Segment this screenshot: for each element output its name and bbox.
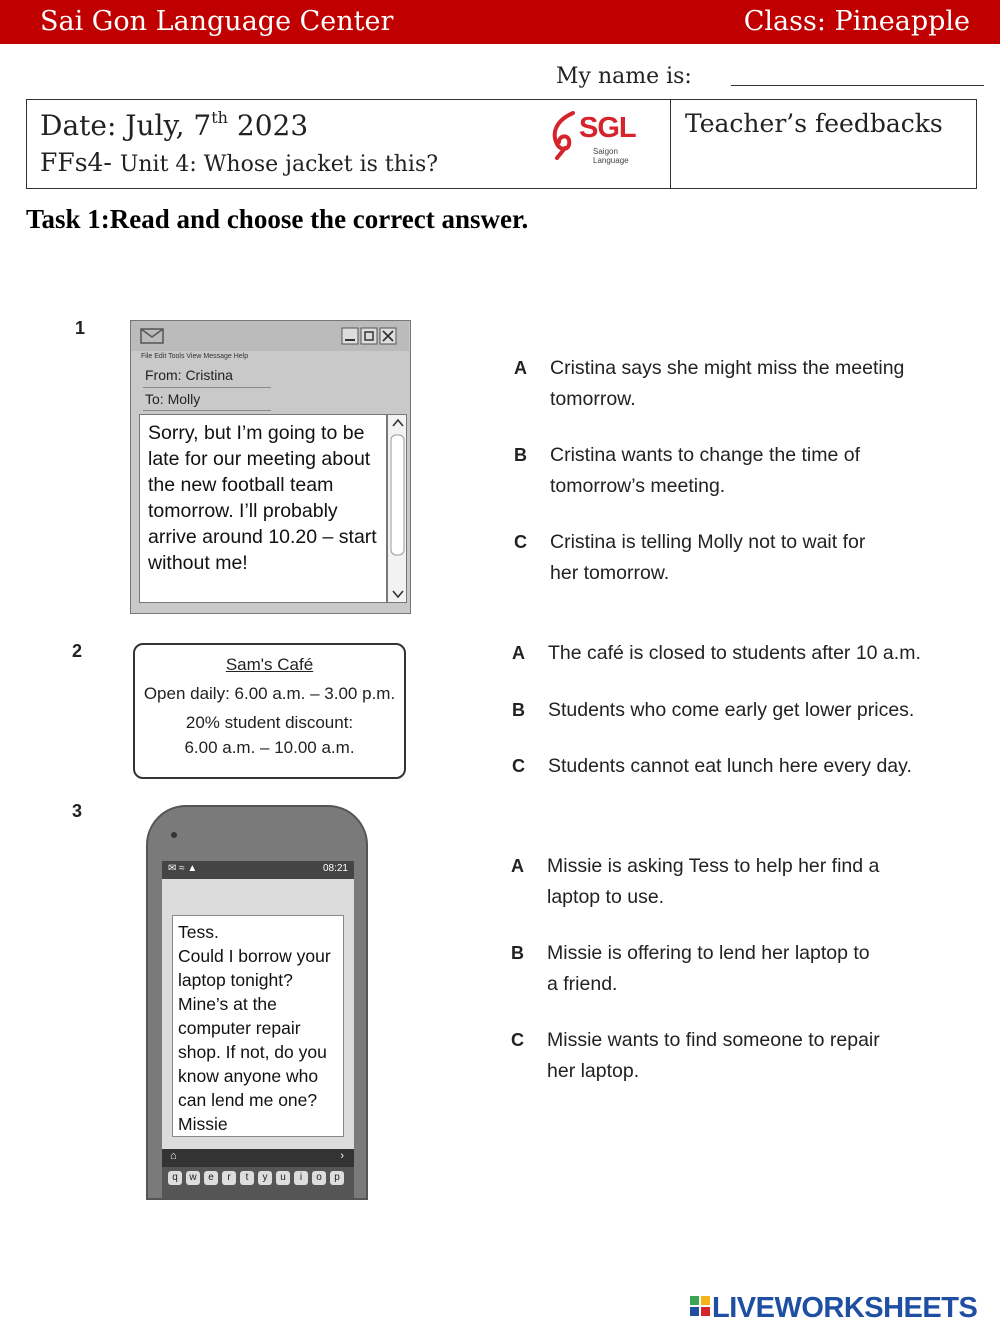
phone-time: 08:21 — [322, 863, 348, 874]
window-controls-icon — [131, 321, 409, 351]
sms-message: Tess. Could I borrow your laptop tonight? Mine’s at the computer repair shop. If not, do you know anyone who can lend me one? Missie — [178, 922, 331, 1134]
header-bar — [0, 0, 1000, 44]
liveworksheets-brand: LIVEWORKSHEETS — [712, 1292, 978, 1324]
email-menu: File Edit Tools View Message Help — [141, 353, 249, 360]
school-name: Sai Gon Language Center — [40, 6, 394, 37]
divider — [670, 100, 671, 188]
question-number: 2 — [72, 641, 83, 661]
status-icons: ✉ ≈ ▲ — [168, 863, 198, 874]
next-icon: › — [340, 1150, 344, 1162]
phone-status-bar — [162, 861, 354, 879]
phone — [146, 805, 368, 1200]
phone-screen — [162, 879, 354, 1149]
question-number: 1 — [75, 318, 86, 338]
email-to: To: Molly — [145, 391, 201, 407]
email-window — [130, 320, 411, 614]
email-from: From: Cristina — [145, 367, 233, 383]
sms-box — [172, 915, 344, 1137]
liveworksheets-icon — [690, 1296, 712, 1324]
name-label: My name is: — [556, 64, 692, 89]
unit-title: FFs4- Unit 4: Whose jacket is this? — [40, 148, 439, 177]
cafe-sign — [133, 643, 406, 779]
sgl-logo: SGL Saigon Language — [547, 110, 647, 162]
teacher-feedback-label: Teacher’s feedbacks — [685, 109, 943, 138]
info-box — [26, 99, 977, 189]
email-scrollbar[interactable] — [387, 414, 407, 603]
name-input-line[interactable] — [731, 85, 984, 86]
phone-speaker-icon — [148, 807, 368, 861]
scroll-arrows-icon — [388, 415, 408, 602]
cafe-discount-hours: 6.00 a.m. – 10.00 a.m. — [184, 738, 355, 757]
email-message: Sorry, but I’m going to be late for our meeting about the new football team tomorrow. I’ll probably arrive around 10.20 – start without me! — [148, 422, 377, 574]
sgl-logo-icon — [547, 110, 581, 160]
cafe-name: Sam's Café — [225, 655, 314, 674]
home-icon: ⌂ — [170, 1150, 177, 1162]
cafe-discount: 20% student discount: — [185, 713, 354, 732]
phone-keyboard: q w e r t y u i o p — [162, 1167, 354, 1200]
task-title: Task 1:Read and choose the correct answer. — [26, 204, 529, 234]
class-label: Class: Pineapple — [743, 6, 970, 37]
email-body — [139, 414, 387, 603]
date: Date: July, 7th 2023 — [40, 108, 309, 142]
question-number: 3 — [72, 801, 83, 821]
phone-nav-bar — [162, 1149, 354, 1167]
email-titlebar — [131, 321, 409, 351]
cafe-hours: Open daily: 6.00 a.m. – 3.00 p.m. — [143, 684, 396, 703]
